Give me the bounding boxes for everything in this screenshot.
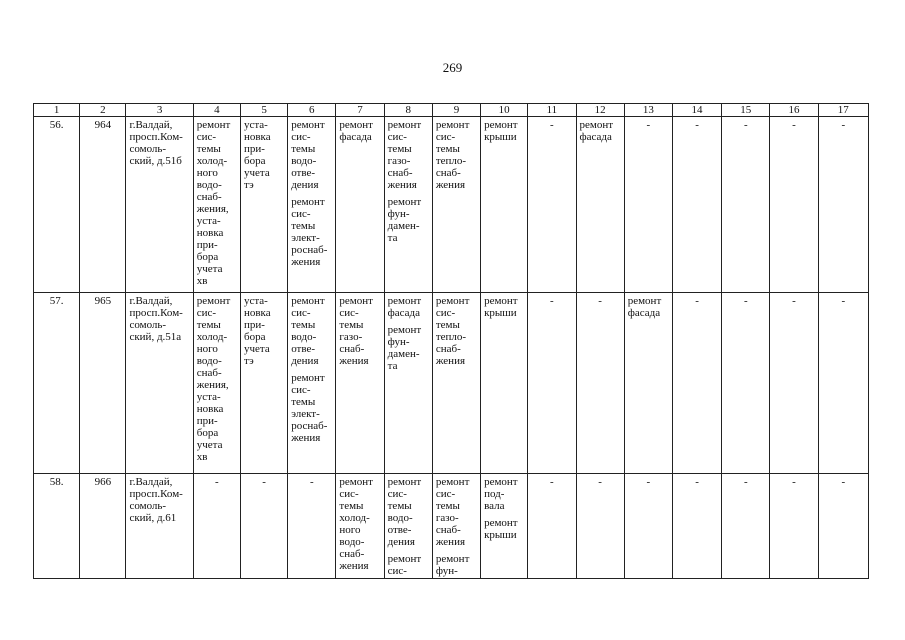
column-header: 8	[384, 104, 432, 117]
work-cell	[432, 474, 480, 579]
work-cell	[240, 293, 287, 474]
empty-dash: -	[792, 119, 796, 131]
work-item: ремонт сис-	[387, 553, 422, 577]
work-cell	[576, 293, 624, 474]
work-item: ремонт сис- темы тепло- снаб- жения	[435, 119, 470, 191]
work-item: ремонт сис- темы холод- ного водо- снаб- жения, уста- новка при- бора учета хв	[196, 295, 231, 463]
address-text: г.Валдай, просп.Ком- сомоль- ский, д.51а	[129, 295, 183, 343]
works-table	[33, 103, 869, 579]
column-number-row	[34, 104, 869, 117]
empty-dash: -	[262, 476, 266, 488]
column-header: 14	[672, 104, 721, 117]
column-header: 12	[576, 104, 624, 117]
work-cell	[481, 293, 528, 474]
work-item: ремонт под- вала	[484, 476, 518, 512]
work-item: ремонт сис- темы элект- роснаб- жения	[291, 372, 328, 444]
work-cell	[770, 293, 818, 474]
address-text: г.Валдай, просп.Ком- сомоль- ский, д.61	[129, 476, 183, 524]
empty-dash: -	[743, 119, 748, 131]
work-cell	[818, 117, 868, 293]
work-cell	[384, 293, 432, 474]
work-item: ремонт фасада	[627, 295, 662, 319]
work-cell	[576, 117, 624, 293]
empty-dash: -	[792, 476, 796, 488]
row-id-cell: 966	[80, 474, 126, 579]
work-cell	[624, 117, 672, 293]
table-row	[34, 474, 869, 579]
row-number-cell: 56.	[34, 117, 80, 293]
row-id-cell: 965	[80, 293, 126, 474]
column-header: 6	[288, 104, 336, 117]
table-row	[34, 117, 869, 293]
column-header: 11	[528, 104, 576, 117]
work-cell	[528, 474, 576, 579]
column-header: 1	[34, 104, 80, 117]
empty-dash: -	[550, 119, 554, 131]
column-header: 3	[126, 104, 193, 117]
work-item: ремонт фасада	[579, 119, 614, 143]
empty-dash: -	[695, 476, 699, 488]
work-cell	[722, 474, 770, 579]
empty-dash: -	[550, 476, 554, 488]
work-item: ремонт сис- темы холод- ного водо- снаб- жения, уста- новка при- бора учета хв	[196, 119, 231, 287]
work-cell	[193, 117, 240, 293]
column-header: 5	[240, 104, 287, 117]
work-item: ремонт сис- темы холод- ного водо- снаб- жения	[339, 476, 373, 572]
work-cell	[770, 474, 818, 579]
work-item: ремонт фун-	[435, 553, 470, 577]
work-item: ремонт сис- темы водо- отве- дения	[291, 119, 325, 191]
empty-dash: -	[841, 119, 846, 131]
work-cell	[818, 293, 868, 474]
empty-dash: -	[743, 476, 748, 488]
empty-dash: -	[792, 295, 796, 307]
work-item: ремонт фасада	[339, 119, 373, 143]
column-header: 10	[481, 104, 528, 117]
empty-dash: -	[550, 295, 554, 307]
row-id-cell: 964	[80, 117, 126, 293]
work-cell	[193, 293, 240, 474]
row-number-cell: 57.	[34, 293, 80, 474]
work-cell	[240, 117, 287, 293]
row-number-cell: 58.	[34, 474, 80, 579]
table-row	[34, 293, 869, 474]
work-cell	[336, 293, 384, 474]
column-header: 17	[818, 104, 868, 117]
work-cell	[528, 293, 576, 474]
empty-dash: -	[646, 476, 651, 488]
work-cell	[288, 293, 336, 474]
address-cell	[126, 117, 193, 293]
work-item: ремонт фасада	[387, 295, 422, 319]
work-cell	[432, 293, 480, 474]
work-cell	[624, 474, 672, 579]
empty-dash: -	[695, 295, 699, 307]
work-cell	[481, 474, 528, 579]
work-item: ремонт фун- дамен- та	[387, 324, 422, 372]
empty-dash: -	[841, 295, 846, 307]
work-cell	[818, 474, 868, 579]
work-item: уста- новка при- бора учета тэ	[243, 295, 271, 367]
work-item: ремонт крыши	[484, 119, 518, 143]
work-item: ремонт сис- темы тепло- снаб- жения	[435, 295, 470, 367]
work-cell	[576, 474, 624, 579]
page-number: 269	[442, 60, 463, 75]
work-cell	[240, 474, 287, 579]
work-cell	[722, 117, 770, 293]
empty-dash: -	[743, 295, 748, 307]
column-header: 13	[624, 104, 672, 117]
work-cell	[672, 117, 721, 293]
column-header: 4	[193, 104, 240, 117]
work-cell	[288, 117, 336, 293]
work-cell	[624, 293, 672, 474]
empty-dash: -	[598, 295, 602, 307]
work-cell	[384, 474, 432, 579]
work-cell	[528, 117, 576, 293]
column-header: 7	[336, 104, 384, 117]
column-header: 9	[432, 104, 480, 117]
empty-dash: -	[309, 476, 314, 488]
work-item: ремонт крыши	[484, 295, 518, 319]
empty-dash: -	[215, 476, 219, 488]
address-cell	[126, 474, 193, 579]
work-item: ремонт сис- темы водо- отве- дения	[291, 295, 325, 367]
column-header: 2	[80, 104, 126, 117]
work-cell	[336, 117, 384, 293]
empty-dash: -	[646, 119, 651, 131]
work-item: ремонт сис- темы газо- снаб- жения	[387, 119, 422, 191]
work-cell	[432, 117, 480, 293]
work-cell	[672, 293, 721, 474]
empty-dash: -	[841, 476, 846, 488]
work-cell	[193, 474, 240, 579]
work-item: ремонт крыши	[484, 517, 518, 541]
work-cell	[336, 474, 384, 579]
work-cell	[770, 117, 818, 293]
work-item: ремонт сис- темы водо- отве- дения	[387, 476, 422, 548]
column-header: 15	[722, 104, 770, 117]
work-cell	[481, 117, 528, 293]
work-item: ремонт фун- дамен- та	[387, 196, 422, 244]
column-header: 16	[770, 104, 818, 117]
work-cell	[384, 117, 432, 293]
work-item: уста- новка при- бора учета тэ	[243, 119, 271, 191]
work-item: ремонт сис- темы газо- снаб- жения	[435, 476, 470, 548]
work-cell	[672, 474, 721, 579]
work-cell	[288, 474, 336, 579]
work-cell	[722, 293, 770, 474]
work-item: ремонт сис- темы элект- роснаб- жения	[291, 196, 328, 268]
empty-dash: -	[695, 119, 699, 131]
empty-dash: -	[598, 476, 602, 488]
address-text: г.Валдай, просп.Ком- сомоль- ский, д.51б	[129, 119, 183, 167]
address-cell	[126, 293, 193, 474]
work-item: ремонт сис- темы газо- снаб- жения	[339, 295, 373, 367]
